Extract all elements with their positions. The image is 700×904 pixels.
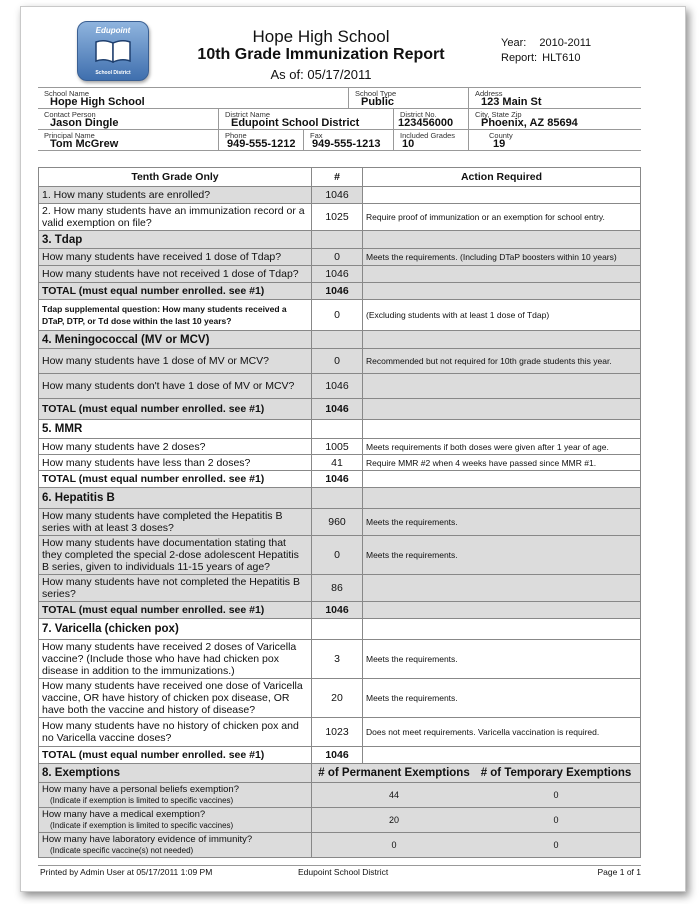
table-row [39, 679, 641, 718]
row-count: 1005 [312, 439, 363, 455]
table-row [39, 204, 641, 231]
logo-subtitle: School District [95, 70, 131, 76]
info-row-3 [38, 130, 641, 151]
section-title: 7. Varicella (chicken pox) [39, 619, 312, 640]
row-action: Does not meet requirements. Varicella vaccination is required. [363, 718, 641, 747]
city-value: Phoenix, AZ 85694 [481, 117, 578, 129]
section-title: 3. Tdap [39, 231, 312, 249]
row-count: 41 [312, 455, 363, 471]
logo-brand: Edupoint [95, 26, 131, 35]
phone-value: 949-555-1212 [227, 138, 296, 150]
row-question: How many students have received one dose of Varicella vaccine, OR have history of chicken pox disease, OR have both the vaccine and history of disease? [39, 679, 312, 718]
total-label: TOTAL (must equal number enrolled. see #1) [39, 747, 312, 764]
total-count: 1046 [312, 747, 363, 764]
total-label: TOTAL (must equal number enrolled. see #1) [39, 602, 312, 619]
table-row [39, 455, 641, 471]
row-question: How many have laboratory evidence of immunity? [42, 834, 253, 845]
row-count: 1023 [312, 718, 363, 747]
section-row [39, 619, 641, 640]
table-row [39, 374, 641, 399]
row-question: How many students have received 2 doses of Varicella vaccine? (Include those who have had chicken pox disease in addition to the immunizations.) [39, 640, 312, 679]
school-info-grid [38, 87, 641, 151]
row-question: 2. How many students have an immunization record or a valid exemption on file? [39, 204, 312, 231]
row-question: How many students have 2 doses? [39, 439, 312, 455]
report-title: 10th Grade Immunization Report [197, 46, 445, 63]
table-row [39, 718, 641, 747]
blank-cell [312, 231, 363, 249]
blank-cell [363, 488, 641, 509]
row-count: 20 [312, 679, 363, 718]
section-title: 8. Exemptions [39, 764, 312, 783]
row-action: Require MMR #2 when 4 weeks have passed since MMR #1. [363, 455, 641, 471]
row-action: Meets the requirements. [363, 536, 641, 575]
exemption-row [39, 833, 641, 858]
principal-value: Tom McGrew [50, 138, 119, 150]
grades-value: 10 [402, 138, 415, 150]
blank-cell [363, 619, 641, 640]
permanent-count: 44 [388, 790, 399, 800]
row-action: Meets the requirements. [363, 640, 641, 679]
row-question: How many students have not completed the Hepatitis B series? [39, 575, 312, 602]
row-question: How many students have not received 1 dose of Tdap? [39, 266, 312, 283]
temporary-count: 0 [553, 840, 559, 850]
district-value: Edupoint School District [231, 117, 360, 129]
info-row-1 [38, 87, 641, 109]
year-value: 2010-2011 [539, 37, 592, 49]
row-action [363, 575, 641, 602]
temporary-exemptions-header: # of Temporary Exemptions [480, 767, 632, 779]
school-title: Hope High School [252, 27, 390, 46]
col-header-count: # [312, 168, 363, 187]
immunization-table [38, 167, 641, 858]
report-label: Report: [501, 52, 538, 64]
row-action: Meets requirements if both doses were given after 1 year of age. [363, 439, 641, 455]
section-title: 6. Hepatitis B [39, 488, 312, 509]
total-label: TOTAL (must equal number enrolled. see #1) [39, 399, 312, 420]
school-type-cell [348, 88, 468, 108]
blank-cell [312, 488, 363, 509]
grades-label: Included Grades [400, 131, 456, 140]
col-header-question: Tenth Grade Only [39, 168, 312, 187]
table-header [39, 168, 641, 187]
school-name-value: Hope High School [50, 96, 145, 108]
col-header-action: Action Required [363, 168, 641, 187]
table-row [39, 509, 641, 536]
county-label: County [489, 131, 513, 140]
temporary-count: 0 [553, 790, 559, 800]
address-value: 123 Main St [481, 96, 542, 108]
district-label: District Name [225, 110, 271, 119]
blank-cell [363, 471, 641, 488]
printed-by: Printed by Admin User at 05/17/2011 1:09 PM [40, 867, 213, 877]
blank-cell [363, 231, 641, 249]
section-row [39, 420, 641, 439]
year-line [501, 37, 591, 49]
school-type-value: Public [361, 96, 395, 108]
row-question: How many students have completed the Hepatitis B series with at least 3 doses? [39, 509, 312, 536]
district-no-cell [393, 109, 468, 129]
table-row [39, 439, 641, 455]
total-label: TOTAL (must equal number enrolled. see #1) [39, 471, 312, 488]
report-value: HLT610 [542, 52, 581, 64]
district-no-label: District No. [400, 110, 437, 119]
exemption-values [312, 808, 641, 833]
row-action: Meets the requirements. [363, 509, 641, 536]
row-action: Recommended but not required for 10th grade students this year. [363, 349, 641, 374]
total-row [39, 471, 641, 488]
exemption-question-cell [39, 833, 312, 858]
total-count: 1046 [312, 471, 363, 488]
row-question: How many have a personal beliefs exemption? [42, 784, 239, 795]
exemption-row [39, 808, 641, 833]
row-question: How many students have no history of chicken pox and no Varicella vaccine doses? [39, 718, 312, 747]
fax-value: 949-555-1213 [312, 138, 381, 150]
district-no-value: 123456000 [398, 117, 454, 129]
row-action [363, 374, 641, 399]
info-row-2 [38, 109, 641, 130]
row-question: Tdap supplemental question: How many students received a DTaP, DTP, or Td dose within the last 10 years? [39, 300, 312, 331]
total-row [39, 602, 641, 619]
table-row [39, 187, 641, 204]
table-row [39, 349, 641, 374]
grades-cell [393, 130, 468, 150]
row-count: 1025 [312, 204, 363, 231]
permanent-count: 20 [388, 815, 399, 825]
row-note: (Indicate if exemption is limited to specific vaccines) [50, 821, 234, 830]
county-cell [468, 130, 641, 150]
row-action: Meets the requirements. (Including DTaP boosters within 10 years) [363, 249, 641, 266]
total-row [39, 399, 641, 420]
as-of-date: As of: 05/17/2011 [270, 67, 372, 82]
report-line [501, 52, 580, 64]
table-row [39, 266, 641, 283]
row-action [363, 266, 641, 283]
district-logo [77, 21, 149, 81]
principal-cell [38, 130, 218, 150]
exemption-question-cell [39, 808, 312, 833]
row-question: How many students have documentation stating that they completed the special 2-dose adolescent Hepatitis B series, given to individuals 11-15 years of age? [39, 536, 312, 575]
row-action: Meets the requirements. [363, 679, 641, 718]
table-row [39, 575, 641, 602]
blank-cell [363, 331, 641, 349]
exemption-question-cell [39, 783, 312, 808]
fax-cell [303, 130, 393, 150]
row-action: (Excluding students with at least 1 dose of Tdap) [363, 300, 641, 331]
row-count: 1046 [312, 187, 363, 204]
fax-label: Fax [310, 131, 323, 140]
total-count: 1046 [312, 283, 363, 300]
phone-cell [218, 130, 303, 150]
exemption-values [312, 833, 641, 858]
section-row [39, 331, 641, 349]
row-count: 86 [312, 575, 363, 602]
section-title: 4. Meningococcal (MV or MCV) [39, 331, 312, 349]
row-count: 960 [312, 509, 363, 536]
year-label: Year: [501, 37, 527, 49]
exemption-row [39, 783, 641, 808]
footer-district: Edupoint School District [298, 867, 389, 877]
row-count: 1046 [312, 266, 363, 283]
section-title: 5. MMR [39, 420, 312, 439]
report-page [20, 6, 686, 892]
row-question: How many students have 1 dose of MV or MCV? [39, 349, 312, 374]
blank-cell [363, 420, 641, 439]
principal-label: Principal Name [44, 131, 95, 140]
permanent-exemptions-header: # of Permanent Exemptions [318, 767, 470, 779]
blank-cell [363, 283, 641, 300]
table-row [39, 300, 641, 331]
row-count: 0 [312, 349, 363, 374]
page-footer [38, 865, 641, 880]
exemption-headers [312, 764, 641, 783]
row-action: Require proof of immunization or an exemption for school entry. [363, 204, 641, 231]
section-row [39, 488, 641, 509]
total-label: TOTAL (must equal number enrolled. see #1) [39, 283, 312, 300]
county-value: 19 [493, 138, 506, 150]
temporary-count: 0 [553, 815, 559, 825]
blank-cell [312, 420, 363, 439]
city-label: City, State Zip [475, 110, 522, 119]
row-note: (Indicate specific vaccine(s) not needed) [50, 846, 194, 855]
row-question: How many have a medical exemption? [42, 809, 206, 820]
total-row [39, 283, 641, 300]
table-row [39, 536, 641, 575]
phone-label: Phone [225, 131, 247, 140]
row-count: 0 [312, 249, 363, 266]
row-count: 1046 [312, 374, 363, 399]
row-question: How many students have received 1 dose of Tdap? [39, 249, 312, 266]
row-question: 1. How many students are enrolled? [39, 187, 312, 204]
total-count: 1046 [312, 399, 363, 420]
section-row [39, 231, 641, 249]
table-row [39, 640, 641, 679]
row-count: 3 [312, 640, 363, 679]
exemption-values [312, 783, 641, 808]
row-count: 0 [312, 300, 363, 331]
row-count: 0 [312, 536, 363, 575]
row-note: (Indicate if exemption is limited to specific vaccines) [50, 796, 234, 805]
blank-cell [363, 602, 641, 619]
permanent-count: 0 [391, 840, 397, 850]
blank-cell [363, 747, 641, 764]
section-row [39, 764, 641, 783]
contact-value: Jason Dingle [50, 117, 119, 129]
open-book-icon [94, 38, 132, 64]
contact-cell [38, 109, 218, 129]
row-question: How many students don't have 1 dose of MV or MCV? [39, 374, 312, 399]
blank-cell [312, 331, 363, 349]
table-row [39, 249, 641, 266]
page-number: Page 1 of 1 [597, 867, 641, 877]
school-name-label: School Name [44, 89, 90, 98]
total-row [39, 747, 641, 764]
blank-cell [312, 619, 363, 640]
row-question: How many students have less than 2 doses? [39, 455, 312, 471]
school-type-label: School Type [355, 89, 397, 98]
row-action [363, 187, 641, 204]
contact-label: Contact Person [44, 110, 96, 119]
address-label: Address [475, 89, 503, 98]
address-cell [468, 88, 641, 108]
district-cell [218, 109, 393, 129]
city-cell [468, 109, 641, 129]
blank-cell [363, 399, 641, 420]
total-count: 1046 [312, 602, 363, 619]
school-name-cell [38, 88, 348, 108]
